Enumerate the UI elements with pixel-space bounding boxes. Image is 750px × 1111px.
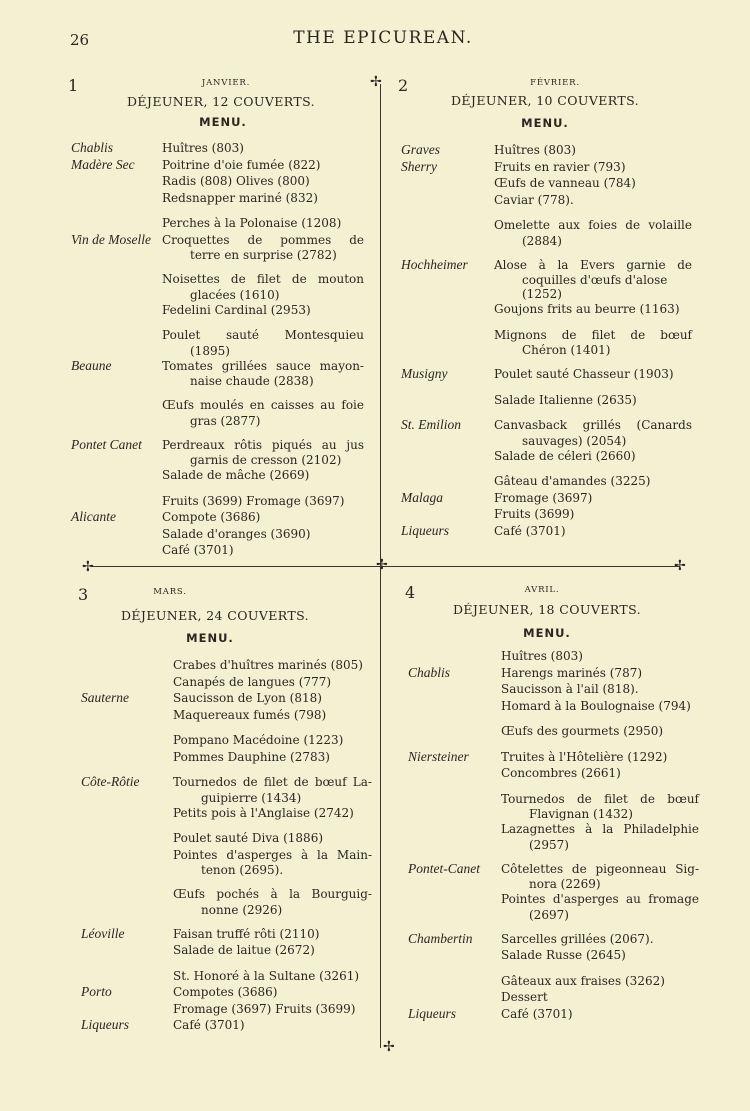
menu-title: DÉJEUNER, 12 COUVERTS. [126,94,316,109]
menu-number: 2 [398,76,409,95]
wine-pairing: Porto [81,984,112,999]
menu-item [494,473,692,490]
dish-list [78,657,372,1043]
dish-list [398,142,692,548]
wine-pairing: Léoville [81,925,125,941]
cross-ornament-icon: ✢ [383,1039,395,1055]
course-group [173,886,372,917]
menu-item [173,1001,372,1018]
menu-item [494,301,692,318]
dish-name: Poulet sauté Diva (1886) [173,831,324,845]
course-group [162,271,364,318]
menu-item [501,989,699,1006]
dish-line-continued: sauvages) (2054) [522,433,627,448]
menu-item [408,664,699,682]
menu-item [162,526,364,543]
dish-line-continued: naise chaude (2838) [190,374,314,388]
course-group [408,748,699,782]
course-group [408,973,699,1023]
dish-name: Pompano Macédoine (1223) [173,733,344,747]
dish-name: Poulet sauté Montesquieu [162,328,364,342]
course-group [501,723,699,740]
dish-name: Canvasback grillés (Canards [494,418,692,432]
dish-name: Café (3701) [494,523,566,538]
menu-heading: MENU. [523,626,571,640]
menu-item [401,256,692,302]
menu-item [71,357,364,389]
course-group [408,860,699,922]
course-group [401,473,692,539]
course-group [71,493,364,559]
dish-name: Canapés de langues (777) [173,674,332,689]
dish-name: Salade d'oranges (3690) [162,526,311,541]
dish-name: Perdreaux rôtis piqués au jus [162,437,364,452]
menu-title: DÉJEUNER, 10 COUVERTS. [450,93,640,108]
wine-pairing: Côte-Rôtie [81,774,140,789]
dish-name: St. Honoré à la Sultane (3261) [173,968,360,983]
dish-list [68,140,364,568]
course-group [408,648,699,714]
dish-name: Radis (808) Olives (800) [162,174,310,188]
wine-pairing: Sherry [401,158,437,174]
dish-line-continued: coquilles d'œufs d'alose [522,273,668,287]
wine-pairing: St. Emilion [401,417,461,432]
menu-item [501,698,699,715]
wine-pairing: Hochheimer [401,256,468,272]
dish-name: Sarcelles grillées (2067). [501,931,654,946]
menu-item [81,925,372,943]
menu-item [173,830,372,847]
dish-name: Dessert [501,990,548,1004]
dish-line-continued: gras (2877) [190,413,261,428]
wine-pairing: Graves [401,142,440,157]
menu-item [162,467,364,484]
dish-name: Truites à l'Hôtelière (1292) [501,749,668,764]
menu-item [494,192,692,209]
dish-name: Fruits en ravier (793) [494,159,626,174]
menu-month: MARS. [153,587,187,597]
menu-item [501,791,699,822]
dish-name: Côtelettes de pigeonneau Sig- [501,861,699,876]
menu-item [173,805,372,822]
menu-item [81,690,372,707]
dish-name: Saucisson à l'ail (818). [501,682,639,696]
dish-name: Pointes d'asperges à la Main- [173,847,372,862]
menu-item [173,847,372,878]
menu-item [162,542,364,559]
course-group [71,140,364,206]
menu-item [173,968,372,985]
dish-name: Fruits (3699) [494,507,575,521]
menu-item [408,930,699,948]
dish-name: Salade Russe (2645) [501,948,626,962]
menu-item [408,1005,699,1023]
wine-pairing: Alicante [71,509,116,524]
wine-pairing: Pontet-Canet [408,860,480,876]
menu-item [401,366,692,383]
dish-line-continued: tenon (2695). [201,863,284,877]
cross-ornament-icon: ✢ [370,74,382,90]
dish-name: Compotes (3686) [173,985,278,999]
dish-name: Café (3701) [501,1006,573,1021]
dish-line-continued: terre en surprise (2782) [190,248,337,262]
menu-item [81,984,372,1001]
dish-name: Concombres (2661) [501,766,621,780]
menu-item [173,707,372,724]
dish-name: Saucisson de Lyon (818) [173,691,322,705]
dish-name: Petits pois à l'Anglaise (2742) [173,805,354,820]
course-group [71,436,364,484]
dish-name: Gâteaux aux fraises (3262) [501,973,665,988]
dish-name: Œufs pochés à la Bourguig- [173,887,372,901]
menu-item [162,327,364,358]
menu-item [71,436,364,468]
menu-heading: MENU. [199,115,247,129]
menu-february [398,76,692,556]
course-group [81,968,372,1034]
menu-item [71,140,364,157]
wine-pairing: Madère Sec [71,156,135,172]
menu-number: 1 [68,76,79,95]
menu-heading: MENU. [521,116,569,130]
menu-item [173,732,372,749]
dish-name: Œufs de vanneau (784) [494,176,636,190]
dish-name: Huîtres (803) [494,143,576,157]
menu-item [173,886,372,917]
dish-name: Mignons de filet de bœuf [494,327,692,342]
menu-item [81,774,372,805]
menu-item [501,973,699,990]
dish-name: Poitrine d'oie fumée (822) [162,157,321,172]
dish-line-continued: guipierre (1434) [201,790,302,805]
wine-pairing: Chablis [71,140,114,155]
dish-name: Omelette aux foies de volaille [494,218,692,232]
wine-pairing: Niersteiner [408,748,469,764]
dish-name: Salade Italienne (2635) [494,392,637,407]
dish-line-continued: Flavignan (1432) [529,807,633,821]
dish-line-continued: (2884) [522,233,562,248]
course-group [494,217,692,248]
dish-line-continued: (1895) [190,343,230,358]
dish-name: Gâteau d'amandes (3225) [494,474,651,488]
menu-item [494,327,692,358]
dish-name: Lazagnettes à la Philadelphie [501,822,699,836]
menu-january [68,76,364,556]
menu-march [78,585,372,1065]
wine-pairing: Pontet Canet [71,436,142,452]
dish-name: Homard à la Boulognaise (794) [501,698,691,713]
menu-item [162,215,364,232]
running-title: THE EPICUREAN. [293,28,473,48]
dish-name: Tournedos de filet de bœuf [501,791,699,806]
menu-title: DÉJEUNER, 18 COUVERTS. [452,602,642,617]
menu-number: 3 [78,585,89,604]
dish-line-continued: garnis de cresson (2102) [190,453,342,467]
menu-item [173,942,372,959]
dish-name: Fedelini Cardinal (2953) [162,302,311,317]
dish-name: Compote (3686) [162,510,261,524]
menu-item [71,509,364,526]
wine-pairing: Chablis [408,664,451,680]
menu-item [501,947,699,964]
wine-pairing: Musigny [401,366,448,381]
course-group [81,925,372,959]
menu-item [173,749,372,766]
wine-pairing: Malaga [401,489,443,505]
menu-item [162,190,364,207]
menu-item [494,392,692,409]
menu-item [81,1017,372,1034]
course-group [401,142,692,208]
menu-item [162,493,364,510]
wine-pairing: Liqueurs [401,522,450,538]
menu-item [401,417,692,448]
wine-pairing: Chambertin [408,930,473,946]
menu-item [408,748,699,766]
dish-name: Perches à la Polonaise (1208) [162,216,342,230]
dish-name: Salade de laitue (2672) [173,943,315,957]
dish-name: Noisettes de filet de mouton [162,272,364,286]
dish-name: Tournedos de filet de bœuf La- [173,775,372,789]
course-group [162,397,364,428]
dish-name: Œufs moulés en caisses au foie [162,398,364,412]
course-group [173,830,372,877]
dish-name: Alose à la Evers garnie de [494,257,692,272]
dish-line-continued: nonne (2926) [201,902,283,917]
dish-name: Tomates grillées sauce mayon- [162,358,364,373]
wine-pairing: Sauterne [81,690,129,705]
course-group [81,774,372,821]
dish-line-continued: (1252) [522,287,562,301]
course-group [401,366,692,383]
dish-name: Café (3701) [173,1018,245,1032]
dish-name: Croquettes de pommes de [162,232,364,247]
menu-month: AVRIL. [524,585,560,595]
menu-item [173,674,372,691]
dish-name: Salade de mâche (2669) [162,468,310,482]
dish-list [405,648,699,1031]
cross-ornament-icon: ✢ [674,558,686,574]
menu-item [401,158,692,176]
menu-item [162,271,364,302]
page-number: 26 [70,31,90,49]
cross-ornament-icon: ✢ [82,559,94,575]
menu-item [501,681,699,698]
menu-item [162,173,364,190]
wine-pairing: Liqueurs [81,1017,130,1032]
menu-number: 4 [405,583,416,602]
dish-line-continued: (2957) [529,837,569,852]
course-group [494,392,692,409]
dish-name: Huîtres (803) [162,141,244,155]
cross-ornament-icon: ✢ [376,557,388,573]
dish-name: Caviar (778). [494,192,574,207]
menu-item [71,156,364,174]
dish-name: Fruits (3699) Fromage (3697) [162,493,345,508]
dish-line-continued: (2697) [529,907,569,922]
menu-item [494,217,692,248]
dish-name: Fromage (3697) Fruits (3699) [173,1001,356,1016]
menu-item [71,231,364,263]
dish-name: Fromage (3697) [494,490,593,505]
dish-line-continued: nora (2269) [529,877,601,891]
menu-item [494,175,692,192]
wine-pairing: Vin de Moselle [71,231,151,247]
menu-item [501,723,699,740]
dish-name: Maquereaux fumés (798) [173,707,327,722]
menu-month: FÉVRIER. [530,78,580,88]
dish-name: Œufs des gourmets (2950) [501,724,664,738]
wine-pairing: Liqueurs [408,1005,457,1021]
menu-item [494,448,692,465]
course-group [401,417,692,464]
course-group [81,657,372,723]
menu-item [501,765,699,782]
dish-name: Café (3701) [162,543,234,557]
menu-april [405,583,699,1063]
menu-item [501,821,699,852]
dish-name: Crabes d'huîtres marinés (805) [173,658,363,672]
dish-name: Redsnapper mariné (832) [162,190,318,205]
course-group [71,215,364,262]
wine-pairing: Beaune [71,357,112,373]
menu-item [401,142,692,159]
dish-line-continued: Chéron (1401) [522,343,611,357]
course-group [173,732,372,765]
menu-item [501,648,699,665]
menu-month: JANVIER. [201,78,251,88]
dish-name: Huîtres (803) [501,649,583,663]
course-group [401,256,692,318]
menu-item [408,860,699,892]
menu-item [401,489,692,507]
dish-line-continued: glacées (1610) [190,287,280,302]
menu-item [162,302,364,319]
dish-name: Goujons frits au beurre (1163) [494,302,680,316]
dish-name: Salade de céleri (2660) [494,448,636,463]
dish-name: Poulet sauté Chasseur (1903) [494,367,674,381]
menu-item [401,522,692,540]
dish-name: Harengs marinés (787) [501,665,643,680]
course-group [494,327,692,358]
dish-name: Pointes d'asperges au fromage [501,892,699,906]
dish-name: Pommes Dauphine (2783) [173,749,330,764]
menu-item [162,397,364,428]
course-group [408,930,699,964]
menu-title: DÉJEUNER, 24 COUVERTS. [120,608,310,623]
menu-heading: MENU. [186,631,234,645]
menu-item [501,891,699,922]
course-group [71,327,364,388]
menu-item [173,657,372,674]
menu-item [494,506,692,523]
course-group [501,791,699,852]
dish-name: Faisan truffé rôti (2110) [173,926,320,941]
